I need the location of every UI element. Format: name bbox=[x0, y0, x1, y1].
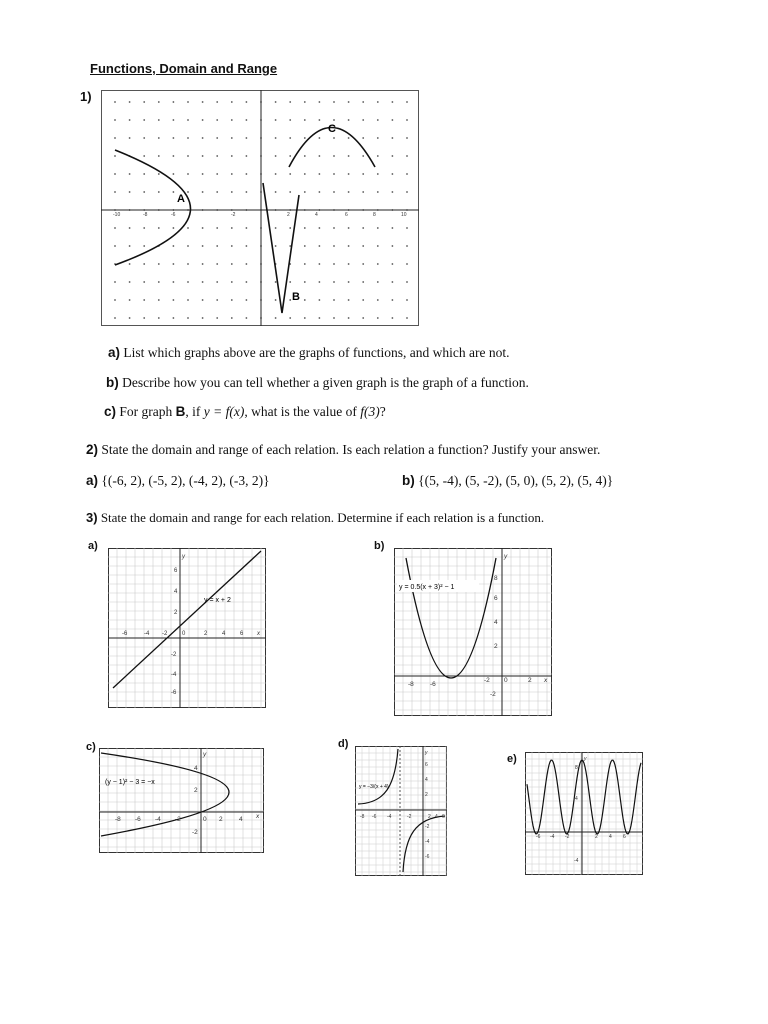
svg-text:-2: -2 bbox=[175, 816, 181, 823]
svg-text:-2: -2 bbox=[192, 829, 198, 836]
svg-text:-6: -6 bbox=[425, 854, 430, 860]
q3-a-equation: y = x + 2 bbox=[204, 597, 231, 604]
svg-text:-2: -2 bbox=[162, 631, 168, 637]
svg-text:-2: -2 bbox=[484, 677, 490, 684]
q1-tick: -10 bbox=[113, 212, 121, 218]
svg-text:-6: -6 bbox=[372, 814, 377, 820]
q3-d-label: d) bbox=[338, 738, 349, 750]
svg-text:-2: -2 bbox=[425, 824, 430, 830]
svg-text:4: 4 bbox=[494, 619, 498, 626]
svg-text:-2: -2 bbox=[565, 834, 570, 840]
worksheet-title: Functions, Domain and Range bbox=[90, 61, 278, 76]
svg-text:-8: -8 bbox=[115, 816, 121, 823]
svg-text:-4: -4 bbox=[171, 672, 177, 678]
svg-text:4: 4 bbox=[425, 777, 428, 783]
q3-c-label: c) bbox=[86, 741, 96, 753]
curve-c-label: C bbox=[328, 123, 336, 135]
q2-part-a-set: {(-6, 2), (-5, 2), (-4, 2), (-3, 2)} bbox=[101, 473, 270, 488]
svg-text:0: 0 bbox=[182, 631, 186, 637]
q1-tick: 10 bbox=[401, 212, 407, 218]
q3-c-equation: (y − 1)² − 3 = −x bbox=[105, 779, 155, 786]
question-2-number: 2) bbox=[86, 442, 99, 457]
svg-text:8: 8 bbox=[494, 575, 498, 582]
q3-e-label: e) bbox=[507, 753, 517, 765]
svg-text:2: 2 bbox=[595, 834, 598, 840]
q1-tick: -2 bbox=[231, 212, 236, 218]
svg-text:-4: -4 bbox=[550, 834, 555, 840]
svg-text:6: 6 bbox=[494, 595, 498, 602]
svg-text:8: 8 bbox=[575, 765, 578, 771]
q3-d-equation: y = −3/(x + 4) bbox=[359, 784, 389, 790]
svg-text:-8: -8 bbox=[360, 814, 365, 820]
svg-text:2: 2 bbox=[174, 610, 178, 616]
svg-text:6: 6 bbox=[240, 631, 244, 637]
curve-a-label: A bbox=[177, 193, 185, 205]
svg-text:0: 0 bbox=[504, 677, 508, 684]
q2-part-b: b) {(5, -4), (5, -2), (5, 0), (5, 2), (5, 4)} bbox=[402, 473, 614, 488]
svg-text:-4: -4 bbox=[387, 814, 392, 820]
q1-part-b bbox=[106, 375, 529, 391]
q1-part-c: c) For graph B, if y = f(x), what is the value of f(3)? bbox=[104, 404, 386, 419]
q1-part-c-equation: y = f(x) bbox=[203, 404, 245, 419]
question-3-text: State the domain and range for each relation. Determine if each relation is a function. bbox=[100, 510, 545, 525]
q3-b-equation: y = 0.5(x + 3)² − 1 bbox=[399, 584, 455, 591]
svg-text:6: 6 bbox=[442, 814, 445, 820]
svg-text:4: 4 bbox=[239, 816, 243, 823]
svg-text:2: 2 bbox=[428, 814, 431, 820]
svg-text:2: 2 bbox=[194, 787, 198, 794]
svg-text:x: x bbox=[256, 813, 260, 820]
q1-graph bbox=[101, 90, 419, 326]
curve-b-label: B bbox=[292, 291, 300, 303]
svg-text:-6: -6 bbox=[122, 631, 128, 637]
svg-text:-6: -6 bbox=[171, 690, 177, 696]
q3-b-label: b) bbox=[374, 540, 385, 552]
svg-text:6: 6 bbox=[174, 568, 178, 574]
q1-part-b-text: Describe how you can tell whether a given graph is the graph of a function. bbox=[122, 375, 529, 390]
question-3 bbox=[86, 510, 544, 526]
svg-text:2: 2 bbox=[219, 816, 223, 823]
svg-text:-6: -6 bbox=[536, 834, 541, 840]
q3-b-graph bbox=[394, 548, 552, 716]
svg-text:6: 6 bbox=[425, 762, 428, 768]
q1-part-a bbox=[108, 345, 510, 361]
q1-tick: -8 bbox=[143, 212, 148, 218]
q1-tick: 2 bbox=[287, 212, 290, 218]
q1-part-c-expression: f(3) bbox=[360, 404, 380, 419]
q3-d-graph bbox=[355, 746, 447, 876]
svg-text:2: 2 bbox=[528, 677, 532, 684]
svg-text:y: y bbox=[504, 553, 508, 560]
svg-text:0: 0 bbox=[203, 816, 207, 823]
svg-text:-2: -2 bbox=[407, 814, 412, 820]
q1-tick: 8 bbox=[373, 212, 376, 218]
q2-part-b-set: {(5, -4), (5, -2), (5, 0), (5, 2), (5, 4)} bbox=[418, 473, 614, 488]
q1-part-c-label: c) bbox=[104, 404, 117, 419]
svg-text:4: 4 bbox=[194, 765, 198, 772]
q1-part-a-label: a) bbox=[108, 345, 121, 360]
svg-text:y: y bbox=[425, 750, 428, 756]
svg-text:4: 4 bbox=[575, 796, 578, 802]
svg-text:-2: -2 bbox=[171, 652, 177, 658]
svg-text:2: 2 bbox=[494, 643, 498, 650]
svg-text:4: 4 bbox=[174, 589, 178, 595]
q3-a-label: a) bbox=[88, 540, 98, 552]
svg-text:-4: -4 bbox=[155, 816, 161, 823]
question-2 bbox=[86, 442, 600, 458]
svg-text:-4: -4 bbox=[144, 631, 150, 637]
svg-text:y: y bbox=[203, 751, 207, 758]
svg-text:4: 4 bbox=[435, 814, 438, 820]
question-3-number: 3) bbox=[86, 510, 98, 525]
svg-text:-6: -6 bbox=[430, 681, 436, 688]
svg-text:2: 2 bbox=[204, 631, 208, 637]
question-1-number: 1) bbox=[80, 89, 92, 104]
svg-text:x: x bbox=[544, 677, 548, 684]
q1-tick: 4 bbox=[315, 212, 318, 218]
svg-text:-4: -4 bbox=[425, 839, 430, 845]
q1-tick: 6 bbox=[345, 212, 348, 218]
svg-text:-8: -8 bbox=[408, 681, 414, 688]
q1-tick: -6 bbox=[171, 212, 176, 218]
question-2-text: State the domain and range of each relation. Is each relation a function? Justify your answer. bbox=[101, 442, 601, 457]
svg-text:x: x bbox=[257, 631, 260, 637]
q1-part-b-label: b) bbox=[106, 375, 119, 390]
q3-e-graph bbox=[525, 752, 643, 875]
svg-text:y: y bbox=[182, 554, 185, 560]
q3-a-graph bbox=[108, 548, 266, 708]
q3-c-graph bbox=[99, 748, 264, 853]
svg-text:2: 2 bbox=[425, 792, 428, 798]
svg-text:-6: -6 bbox=[135, 816, 141, 823]
svg-text:4: 4 bbox=[609, 834, 612, 840]
svg-text:y: y bbox=[584, 756, 587, 762]
svg-text:-4: -4 bbox=[574, 858, 579, 864]
svg-text:-2: -2 bbox=[490, 691, 496, 698]
svg-text:4: 4 bbox=[222, 631, 226, 637]
q2-part-a: a) {(-6, 2), (-5, 2), (-4, 2), (-3, 2)} bbox=[86, 473, 270, 488]
q1-part-a-text: List which graphs above are the graphs of functions, and which are not. bbox=[123, 345, 510, 360]
svg-text:6: 6 bbox=[623, 834, 626, 840]
